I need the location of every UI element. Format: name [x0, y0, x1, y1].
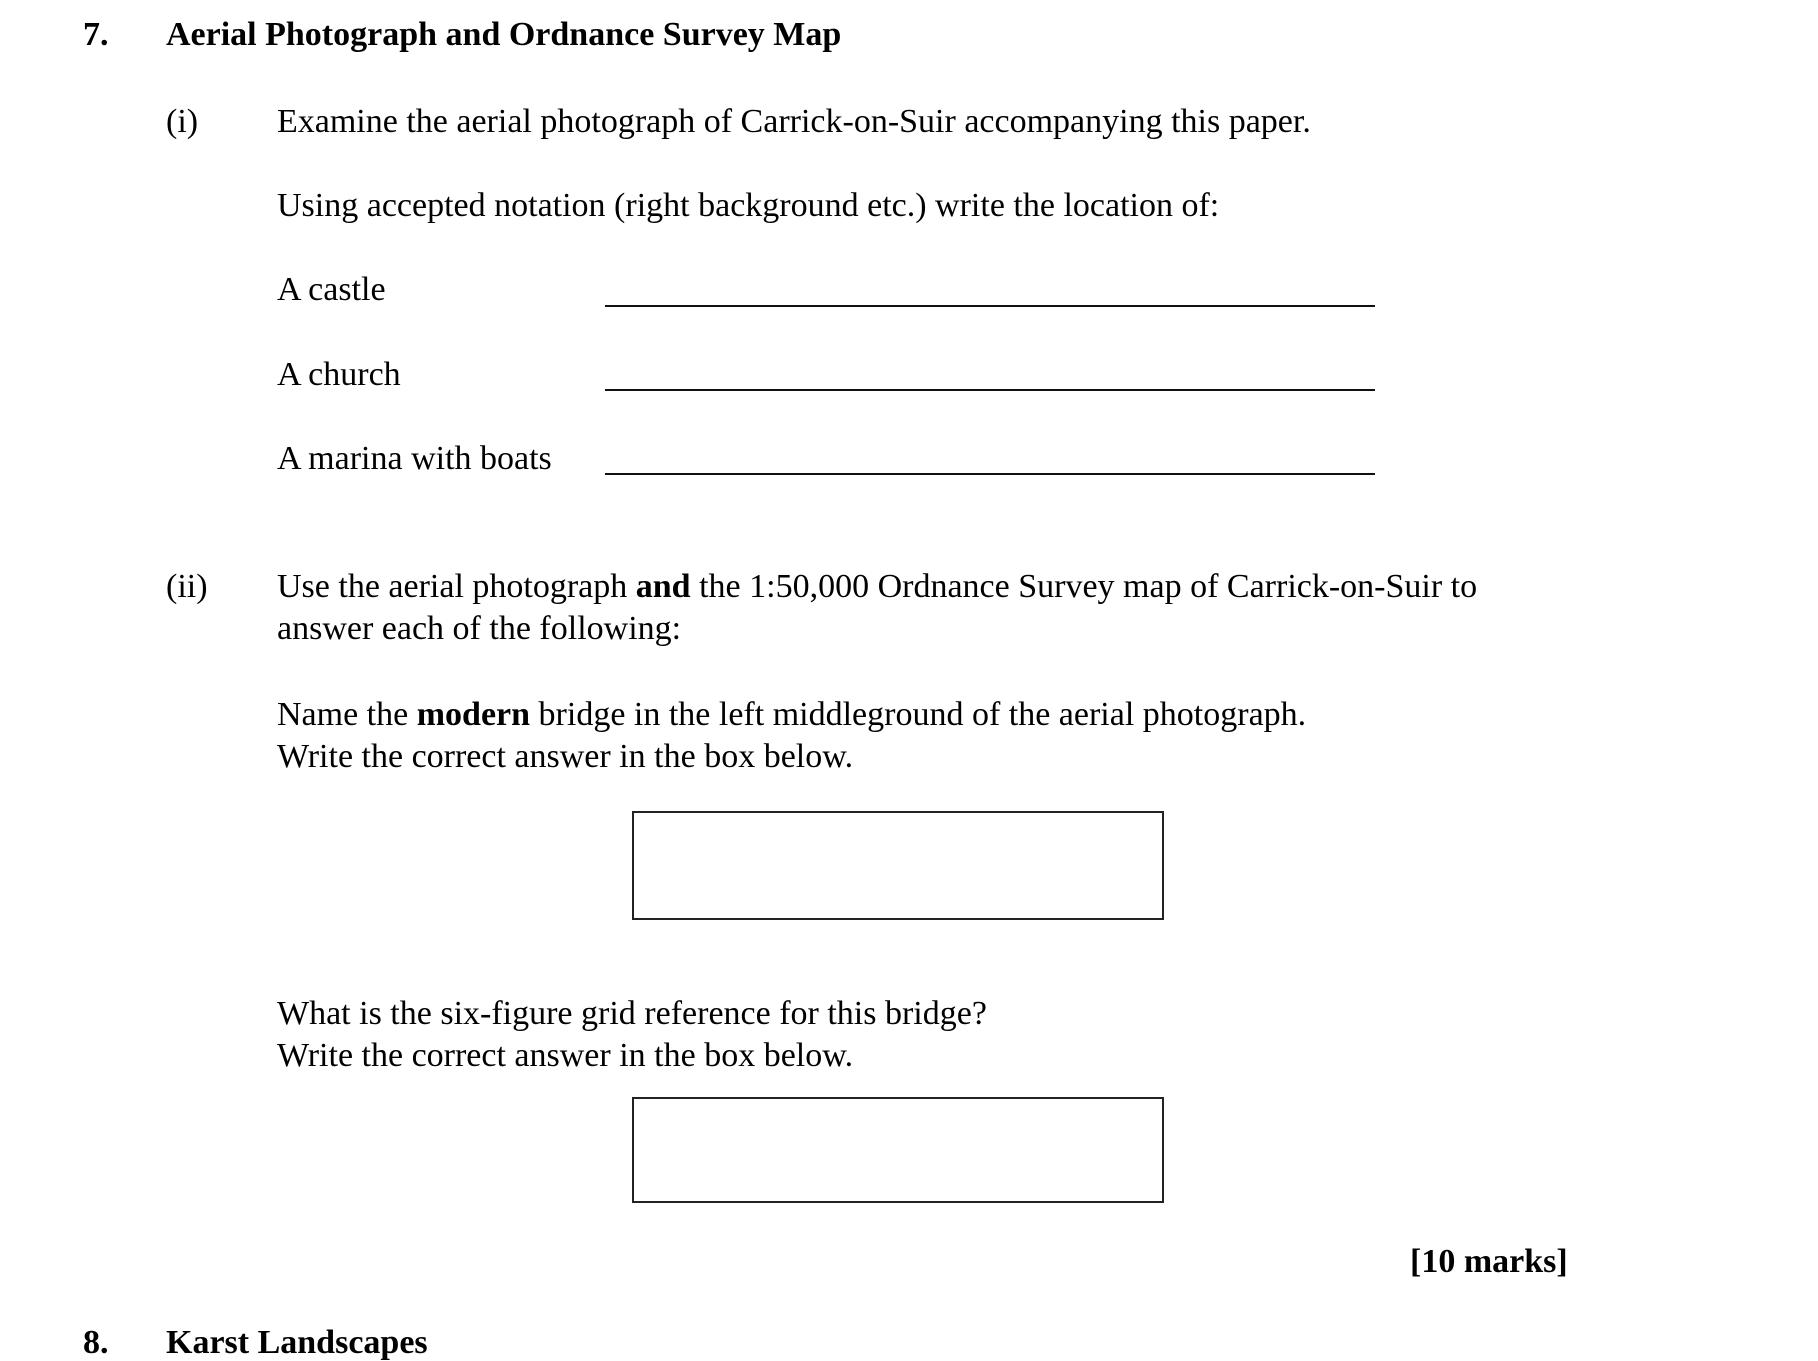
question-number: 7.	[83, 16, 109, 53]
answer-box-grid-reference[interactable]	[632, 1097, 1164, 1203]
part-ii-label: (ii)	[166, 568, 208, 605]
q1-post: bridge in the left middleground of the aerial photograph.	[530, 696, 1307, 733]
q1-text	[277, 698, 1306, 732]
part-ii-intro	[277, 570, 1477, 604]
part-ii-intro-post: the 1:50,000 Ordnance Survey map of Carrick-on-Suir to	[690, 568, 1478, 605]
part-ii-intro-pre: Use the aerial photograph	[277, 568, 636, 605]
part-i-instruction: Examine the aerial photograph of Carrick-on-Suir accompanying this paper.	[277, 103, 1311, 140]
answer-line-castle[interactable]	[605, 305, 1375, 307]
part-i-label: (i)	[166, 103, 199, 140]
next-question-number: 8.	[83, 1324, 109, 1361]
q1-pre: Name the	[277, 696, 417, 733]
q1-instruction: Write the correct answer in the box below.	[277, 738, 854, 775]
part-ii-intro-bold: and	[635, 568, 691, 605]
answer-line-marina[interactable]	[605, 473, 1375, 475]
item-label-marina: A marina with boats	[277, 440, 552, 477]
marks-label: [10 marks]	[1410, 1243, 1568, 1280]
part-i-prompt: Using accepted notation (right background etc.) write the location of:	[277, 187, 1220, 224]
q2-instruction: Write the correct answer in the box below.	[277, 1037, 854, 1074]
q2-text: What is the six-figure grid reference for this bridge?	[277, 995, 987, 1032]
q1-bold: modern	[416, 696, 531, 733]
item-label-castle: A castle	[277, 271, 386, 308]
next-question-title: Karst Landscapes	[166, 1324, 428, 1361]
answer-line-church[interactable]	[605, 389, 1375, 391]
part-ii-intro-line2: answer each of the following:	[277, 610, 682, 647]
answer-box-bridge-name[interactable]	[632, 811, 1164, 920]
question-title: Aerial Photograph and Ordnance Survey Map	[166, 16, 842, 53]
item-label-church: A church	[277, 356, 401, 393]
